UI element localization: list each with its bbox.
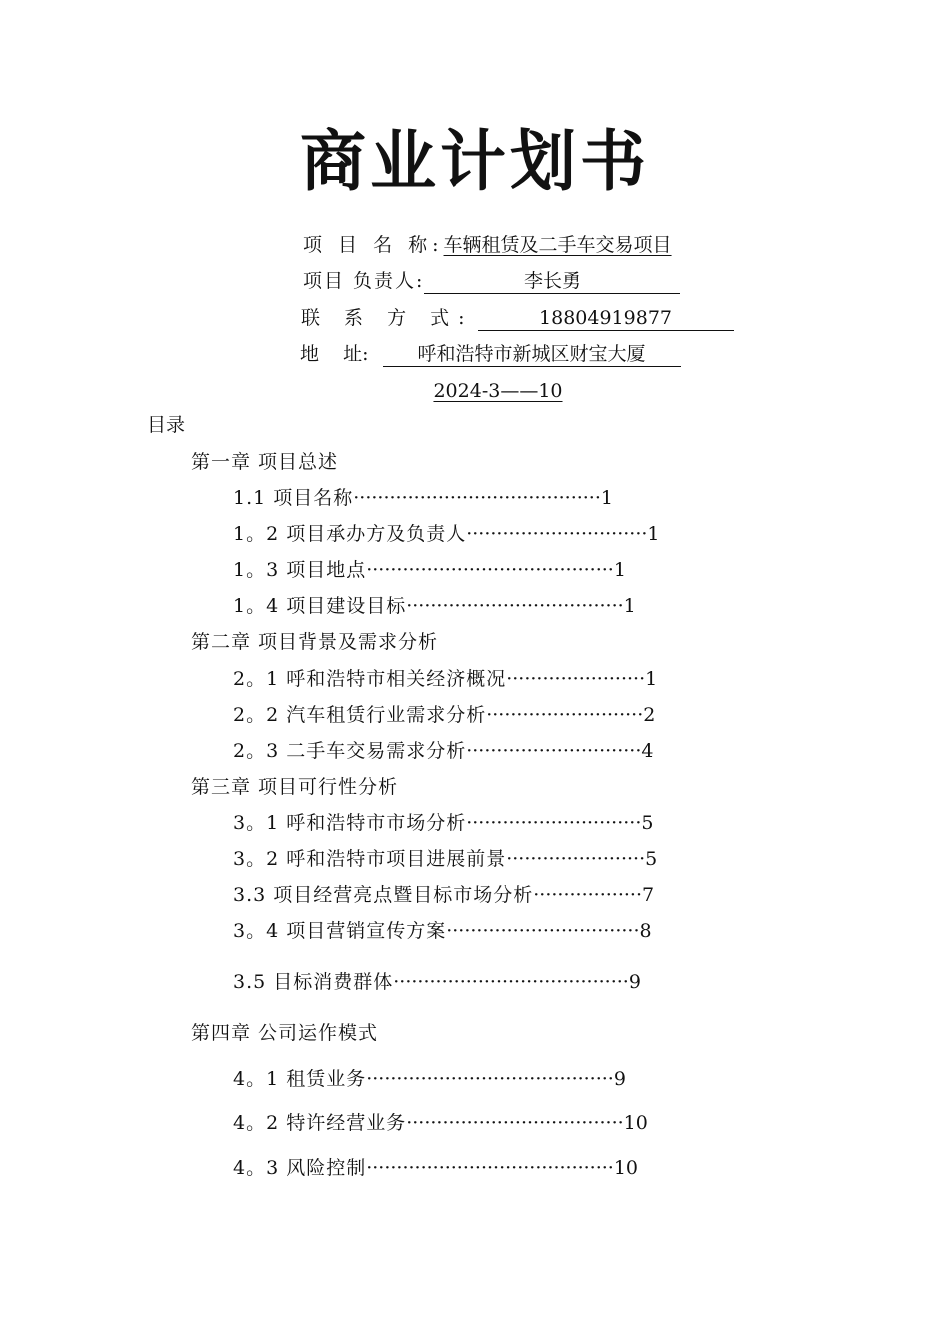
owner-label: 项目 负责人: xyxy=(303,270,425,292)
toc-entry-title: 3.3 项目经营亮点暨目标市场分析 xyxy=(233,884,534,906)
date-line xyxy=(0,378,950,404)
toc-leader: ········································· xyxy=(366,1068,614,1090)
toc-chapter-2: 第二章 项目背景及需求分析 xyxy=(191,631,439,653)
project-name-value: 车辆租赁及二手车交易项目 xyxy=(443,234,672,256)
toc-leader: ····························· xyxy=(466,812,642,834)
toc-page-number: 2 xyxy=(643,704,656,726)
toc-chapter-4: 第四章 公司运作模式 xyxy=(191,1022,379,1044)
toc-page-number: 1 xyxy=(623,595,636,617)
toc-leader: ········································· xyxy=(366,559,614,581)
toc-leader: ······································· xyxy=(393,971,629,993)
toc-entry-title: 4。2 特许经营业务 xyxy=(233,1112,407,1134)
toc-leader: ········································· xyxy=(366,1157,614,1179)
toc-entry-title: 1。4 项目建设目标 xyxy=(233,595,407,617)
toc-entry xyxy=(233,1066,626,1092)
toc-chapter-3: 第三章 项目可行性分析 xyxy=(191,776,399,798)
toc-leader: ···································· xyxy=(406,595,624,617)
address-value: 呼和浩特市新城区财宝大厦 xyxy=(383,342,681,367)
toc-page-number: 1 xyxy=(647,523,660,545)
document-date: 2024-3——10 xyxy=(433,380,563,402)
toc-entry-title: 4。1 租赁业务 xyxy=(233,1068,367,1090)
toc-entry xyxy=(233,738,653,764)
toc-entry xyxy=(233,666,657,692)
toc-page-number: 1 xyxy=(600,487,613,509)
toc-entry-title: 3。2 呼和浩特市项目进展前景 xyxy=(233,848,507,870)
toc-leader: ········································· xyxy=(353,487,601,509)
toc-leader: ···································· xyxy=(406,1112,624,1134)
toc-entry-title: 1。2 项目承办方及负责人 xyxy=(233,523,467,545)
address-line xyxy=(300,341,681,367)
document-title: 商业计划书 xyxy=(300,123,650,200)
toc-page-number: 10 xyxy=(613,1157,639,1179)
owner-line xyxy=(303,268,680,294)
toc-leader: ·························· xyxy=(486,704,644,726)
toc-entry-title: 1。3 项目地点 xyxy=(233,559,367,581)
toc-page-number: 1 xyxy=(613,559,626,581)
toc-leader: ································ xyxy=(446,920,640,942)
toc-entry xyxy=(233,1155,638,1181)
toc-page-number: 9 xyxy=(628,971,641,993)
toc-entry-title: 3.5 目标消费群体 xyxy=(233,971,394,993)
toc-leader: ······················· xyxy=(506,668,646,690)
toc-entry-title: 4。3 风险控制 xyxy=(233,1157,367,1179)
toc-entry xyxy=(233,969,641,995)
toc-page-number: 10 xyxy=(623,1112,648,1134)
toc-page-number: 5 xyxy=(645,848,658,870)
toc-page-number: 8 xyxy=(639,920,652,942)
toc-entry-title: 3。1 呼和浩特市市场分析 xyxy=(233,812,467,834)
toc-entry-title: 3。4 项目营销宣传方案 xyxy=(233,920,447,942)
toc-entry xyxy=(233,846,657,872)
toc-entry xyxy=(233,485,613,511)
toc-entry-title: 2。3 二手车交易需求分析 xyxy=(233,740,467,762)
toc-leader: ·················· xyxy=(533,884,642,906)
toc-entry xyxy=(233,521,660,547)
toc-entry xyxy=(233,593,636,619)
toc-entry xyxy=(233,810,653,836)
toc-entry xyxy=(233,882,654,908)
toc-page-number: 1 xyxy=(645,668,658,690)
project-name-label: 项 目 名 称: xyxy=(303,234,444,256)
contact-value: 18804919877 xyxy=(478,306,734,331)
toc-entry xyxy=(233,702,655,728)
toc-leader: ····························· xyxy=(466,740,642,762)
toc-entry xyxy=(233,918,652,944)
owner-value: 李长勇 xyxy=(424,269,680,294)
toc-entry xyxy=(233,1110,648,1136)
contact-label: 联 系 方 式: xyxy=(301,307,474,329)
toc-page-number: 7 xyxy=(641,884,655,906)
toc-entry-title: 1.1 项目名称 xyxy=(233,487,354,509)
address-label: 地 址: xyxy=(300,343,369,365)
toc-page-number: 4 xyxy=(641,740,654,762)
toc-leader: ······························ xyxy=(466,523,648,545)
toc-entry-title: 2。1 呼和浩特市相关经济概况 xyxy=(233,668,507,690)
project-name-line xyxy=(303,232,672,258)
contact-line xyxy=(301,305,734,331)
toc-page-number: 5 xyxy=(641,812,654,834)
toc-leader: ······················· xyxy=(506,848,646,870)
toc-entry xyxy=(233,557,626,583)
toc-heading: 目录 xyxy=(147,414,186,436)
toc-page-number: 9 xyxy=(613,1068,626,1090)
toc-chapter-1: 第一章 项目总述 xyxy=(191,451,339,473)
toc-entry-title: 2。2 汽车租赁行业需求分析 xyxy=(233,704,487,726)
